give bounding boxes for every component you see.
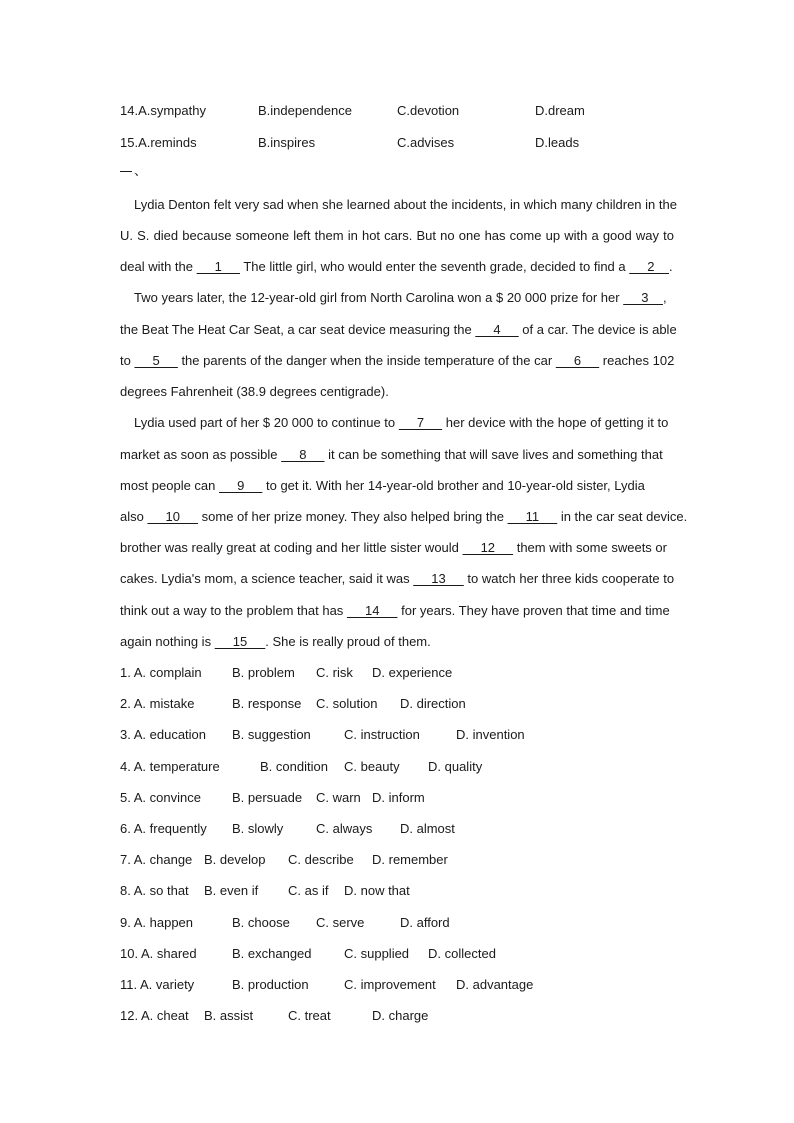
passage-text: brother was really great at coding and her little sister would (120, 540, 463, 555)
option-c: C.advises (397, 135, 455, 150)
option-b: B. condition (260, 759, 328, 774)
passage-line (120, 570, 674, 588)
blank-3: 3 (623, 290, 663, 305)
passage-text: to get it. With her 14-year-old brother and 10-year-old sister, Lydia (262, 478, 645, 493)
passage-text: some of her prize money. They also helped bring the (198, 509, 508, 524)
option-c: C. serve (316, 915, 365, 930)
option-a: 7. A. change (120, 852, 193, 867)
section-mark-text: 、 (134, 163, 148, 178)
passage-line (120, 383, 674, 401)
option-a: 1. A. complain (120, 665, 202, 680)
passage-text: , (662, 290, 667, 305)
passage-line (120, 321, 677, 339)
option-d: D.dream (535, 103, 585, 118)
blank-5: 5 (134, 353, 178, 368)
option-c: C. beauty (344, 759, 400, 774)
option-a: 12. A. cheat (120, 1008, 189, 1023)
option-a: 9. A. happen (120, 915, 194, 930)
passage-text: degrees Fahrenheit (38.9 degrees centigrade). (120, 384, 389, 399)
option-b: B.independence (258, 103, 352, 118)
option-b: B. slowly (232, 821, 284, 836)
option-b: B. production (232, 977, 309, 992)
option-c: C.devotion (397, 103, 460, 118)
blank-1: 1 (196, 259, 240, 274)
option-a: 10. A. shared (120, 946, 197, 961)
blank-4: 4 (475, 322, 519, 337)
option-b: B. exchanged (232, 946, 312, 961)
option-d: D. remember (372, 852, 448, 867)
option-a: 15.A.reminds (120, 135, 197, 150)
blank-15: 15 (214, 634, 266, 649)
passage-line (120, 258, 674, 276)
passage-text: Lydia used part of her $ 20 000 to continue to (134, 415, 399, 430)
passage-text: reaches 102 (599, 353, 675, 368)
passage-text: Lydia Denton felt very sad when she learned about the incidents, in which many children in the (134, 197, 677, 212)
option-b: B. response (232, 696, 302, 711)
option-c: C. warn (316, 790, 361, 805)
option-c: C. supplied (344, 946, 410, 961)
passage-text: for years. They have proven that time and time (397, 603, 670, 618)
passage-text: U. S. died because someone left them in hot cars. But no one has come up with a good way to (120, 228, 674, 243)
option-b: B. assist (204, 1008, 254, 1023)
passage-line (120, 477, 674, 495)
option-d: D. now that (344, 883, 410, 898)
section-marker (120, 162, 147, 180)
option-b: B. develop (204, 852, 266, 867)
section-dash (120, 171, 132, 172)
option-b: B.inspires (258, 135, 316, 150)
passage-line (120, 633, 674, 651)
passage-text: . She is really proud of them. (265, 634, 431, 649)
passage-line (120, 446, 674, 464)
option-d: D. almost (400, 821, 455, 836)
passage-line (120, 539, 674, 557)
passage-text: deal with the (120, 259, 197, 274)
passage-text: them with some sweets or (513, 540, 667, 555)
option-d: D. quality (428, 759, 483, 774)
blank-12: 12 (462, 540, 514, 555)
option-c: C. instruction (344, 727, 420, 742)
passage-text: . (669, 259, 673, 274)
passage-text: to (120, 353, 135, 368)
passage-text: cakes. Lydia's mom, a science teacher, said it was (120, 571, 414, 586)
passage-line (120, 352, 674, 370)
option-c: C. risk (316, 665, 353, 680)
passage-text: in the car seat device. (557, 509, 688, 524)
option-d: D.leads (535, 135, 580, 150)
passage-text: the parents of the danger when the inside temperature of the car (177, 353, 556, 368)
option-c: C. solution (316, 696, 378, 711)
option-d: D. inform (372, 790, 425, 805)
blank-13: 13 (413, 571, 464, 586)
passage-text: her device with the hope of getting it to (442, 415, 669, 430)
option-b: B. even if (204, 883, 259, 898)
option-d: D. charge (372, 1008, 429, 1023)
option-b: B. suggestion (232, 727, 311, 742)
option-a: 6. A. frequently (120, 821, 207, 836)
option-a: 4. A. temperature (120, 759, 220, 774)
option-a: 14.A.sympathy (120, 103, 206, 118)
option-d: D. experience (372, 665, 453, 680)
option-c: C. always (316, 821, 373, 836)
passage-text: the Beat The Heat Car Seat, a car seat device measuring the (120, 322, 476, 337)
passage-text: also (120, 509, 148, 524)
passage-line (120, 227, 674, 245)
passage-text: market as soon as possible (120, 447, 282, 462)
option-a: 8. A. so that (120, 883, 189, 898)
option-d: D. direction (400, 696, 466, 711)
passage-text: most people can (120, 478, 220, 493)
option-d: D. collected (428, 946, 496, 961)
blank-2: 2 (629, 259, 669, 274)
blank-9: 9 (219, 478, 263, 493)
blank-7: 7 (398, 415, 443, 430)
option-a: 11. A. variety (120, 977, 195, 992)
option-d: D. advantage (456, 977, 534, 992)
option-b: B. choose (232, 915, 290, 930)
blank-11: 11 (507, 509, 558, 524)
blank-10: 10 (147, 509, 199, 524)
option-d: D. invention (456, 727, 525, 742)
option-c: C. describe (288, 852, 354, 867)
option-a: 2. A. mistake (120, 696, 195, 711)
option-b: B. problem (232, 665, 295, 680)
option-d: D. afford (400, 915, 450, 930)
option-a: 3. A. education (120, 727, 207, 742)
passage-text: again nothing is (120, 634, 215, 649)
option-c: C. treat (288, 1008, 331, 1023)
passage-line (120, 508, 688, 526)
passage-text: The little girl, who would enter the seventh grade, decided to find a (239, 259, 630, 274)
blank-6: 6 (555, 353, 600, 368)
option-b: B. persuade (232, 790, 303, 805)
passage-line (120, 602, 674, 620)
blank-14: 14 (346, 603, 398, 618)
option-a: 5. A. convince (120, 790, 201, 805)
passage-text: of a car. The device is able (518, 322, 677, 337)
option-c: C. as if (288, 883, 329, 898)
blank-8: 8 (281, 447, 325, 462)
passage-text: think out a way to the problem that has (120, 603, 347, 618)
option-c: C. improvement (344, 977, 436, 992)
passage-line (120, 289, 674, 307)
passage-line (120, 414, 674, 432)
passage-text: to watch her three kids cooperate to (463, 571, 675, 586)
passage-text: Two years later, the 12-year-old girl from North Carolina won a $ 20 000 prize for her (134, 290, 624, 305)
passage-line (120, 196, 677, 214)
passage-text: it can be something that will save lives and something that (324, 447, 663, 462)
